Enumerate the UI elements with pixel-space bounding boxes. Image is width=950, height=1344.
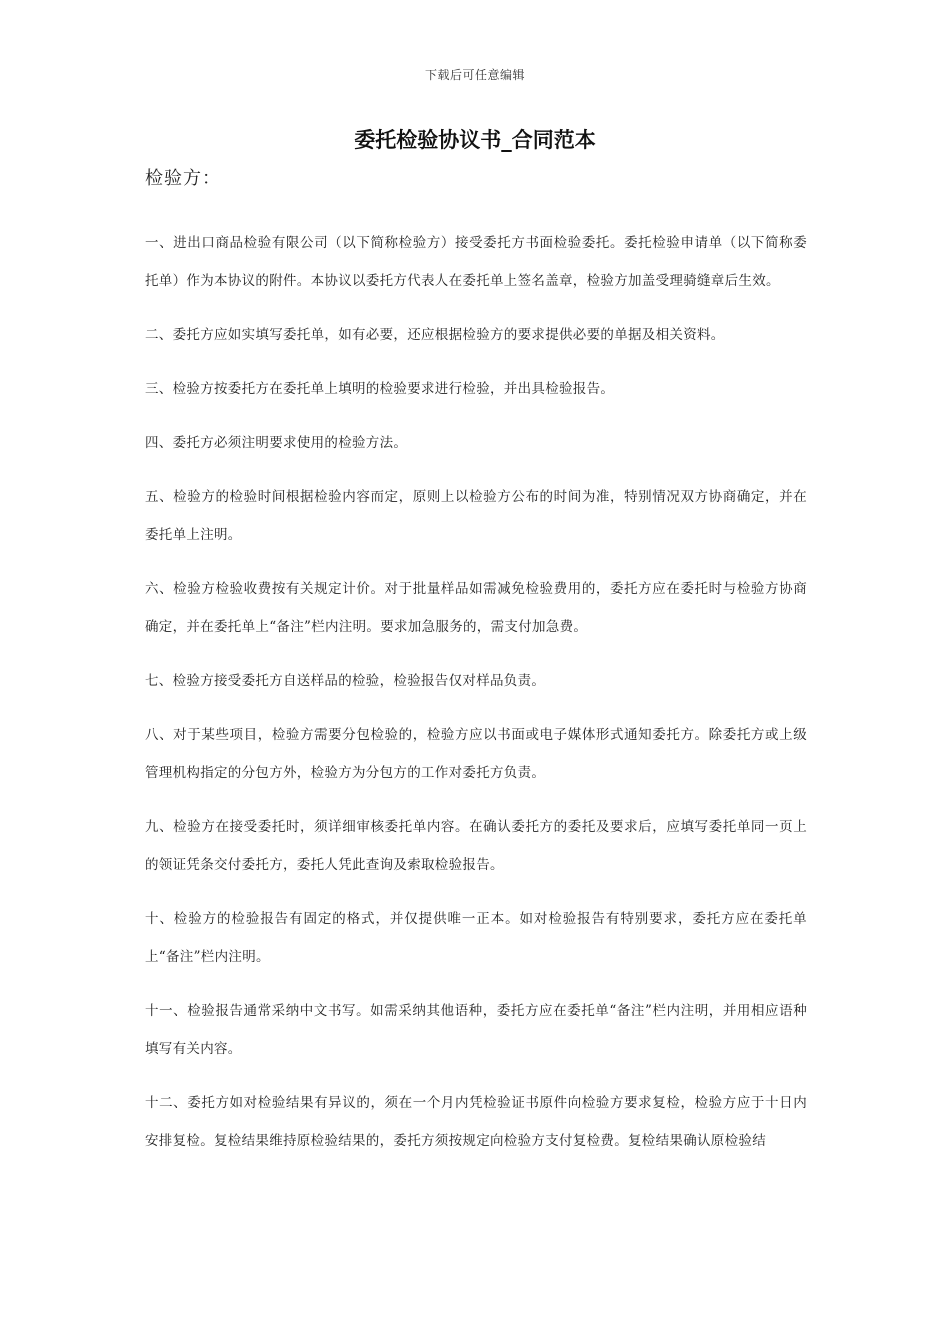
clause-11: 十一、检验报告通常采纳中文书写。如需采纳其他语种，委托方应在委托单“备注”栏内注明，并用相应语种填写有关内容。 bbox=[145, 1003, 807, 1057]
clause-6: 六、检验方检验收费按有关规定计价。对于批量样品如需减免检验费用的，委托方应在委托时与检验方协商确定，并在委托单上“备注”栏内注明。要求加急服务的，需支付加急费。 bbox=[145, 581, 807, 635]
clause-3: 三、检验方按委托方在委托单上填明的检验要求进行检验，并出具检验报告。 bbox=[145, 381, 615, 397]
clause-1: 一、进出口商品检验有限公司（以下简称检验方）接受委托方书面检验委托。委托检验申请单（以下简称委托单）作为本协议的附件。本协议以委托方代表人在委托单上签名盖章，检验方加盖受理骑缝章后生效。 bbox=[145, 235, 807, 289]
clause-8: 八、对于某些项目，检验方需要分包检验的，检验方应以书面或电子媒体形式通知委托方。除委托方或上级管理机构指定的分包方外，检验方为分包方的工作对委托方负责。 bbox=[145, 727, 807, 781]
clause-7: 七、检验方接受委托方自送样品的检验，检验报告仅对样品负责。 bbox=[145, 673, 546, 689]
clause-10: 十、检验方的检验报告有固定的格式，并仅提供唯一正本。如对检验报告有特别要求，委托方应在委托单上“备注”栏内注明。 bbox=[145, 911, 807, 965]
clause-12: 十二、委托方如对检验结果有异议的，须在一个月内凭检验证书原件向检验方要求复检，检验方应于十日内安排复检。复检结果维持原检验结果的，委托方须按规定向检验方支付复检费。复检结果确认原检验结 bbox=[145, 1095, 807, 1149]
header-note: 下载后可任意编辑 bbox=[424, 68, 525, 82]
page-title: 委托检验协议书_合同范本 bbox=[354, 127, 596, 152]
clause-5: 五、检验方的检验时间根据检验内容而定，原则上以检验方公布的时间为准，特别情况双方协商确定，并在委托单上注明。 bbox=[145, 489, 807, 543]
clause-4: 四、委托方必须注明要求使用的检验方法。 bbox=[145, 435, 408, 451]
clause-list bbox=[145, 224, 807, 1176]
clause-2: 二、委托方应如实填写委托单，如有必要，还应根据检验方的要求提供必要的单据及相关资料。 bbox=[145, 327, 725, 343]
party-label: 检验方： bbox=[145, 168, 221, 189]
clause-9: 九、检验方在接受委托时，须详细审核委托单内容。在确认委托方的委托及要求后，应填写委托单同一页上的领证凭条交付委托方，委托人凭此查询及索取检验报告。 bbox=[145, 819, 807, 873]
